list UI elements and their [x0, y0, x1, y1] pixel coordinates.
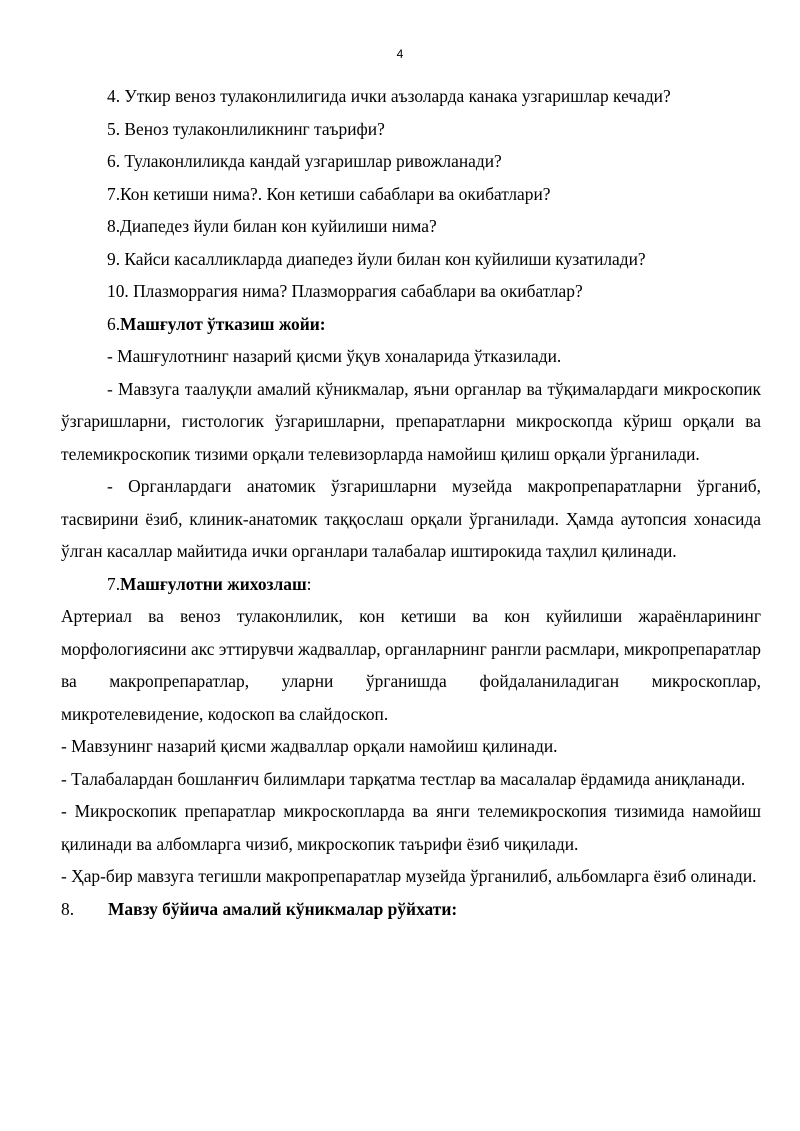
section-7-title: Машғулотни жихозлаш	[120, 573, 307, 594]
section-7-paragraph: Артериал ва веноз тулаконлилик, кон кетиши ва кон куйилиши жараёнларининг морфологиясини акс эттирувчи жадваллар, органларнинг рангли расмлари, микропрепаратлар ва макропрепаратлар, уларни ўрганишда фойдаланиладиган микроскоплар, микротелевидение, кодоскоп ва слайдоскоп.	[61, 606, 761, 724]
page-number: 4	[396, 47, 404, 61]
question-7: 7.Кон кетиши нима?. Кон кетиши сабаблари ва окибатлари?	[107, 183, 551, 204]
question-4: 4. Уткир веноз тулаконлилигида ички аъзоларда канака узгаришлар кечади?	[107, 86, 671, 106]
section-7-number: 7.	[107, 573, 121, 594]
question-5: 5. Веноз тулаконлиликнинг таърифи?	[107, 118, 385, 139]
section-8-title: Мавзу бўйича амалий кўникмалар рўйхати:	[108, 898, 458, 919]
section-6-paragraph: - Машғулотнинг назарий қисми ўқув хоналарида ўтказилади.	[107, 346, 562, 366]
section-7-paragraph: - Ҳар-бир мавзуга тегишли макропрепаратлар музейда ўрганилиб, альбомларга ёзиб олинади.	[61, 866, 757, 886]
section-7-paragraph: - Микроскопик препаратлар микроскопларда ва янги телемикроскопия тизимида намойиш қилинади ва албомларга чизиб, микроскопик таърифи ёзиб чиқилади.	[61, 801, 761, 854]
section-7-paragraph: - Мавзунинг назарий қисми жадваллар орқали намойиш қилинади.	[61, 736, 558, 756]
page-content	[61, 80, 761, 925]
section-8-heading	[61, 893, 761, 926]
section-6-paragraph: - Органлардаги анатомик ўзгаришларни музейда макропрепаратларни ўрганиб, тасвирини ёзиб, клиник-анатомик таққослаш орқали ўрганилади. Ҳамда аутопсия хонасида ўлган касаллар майитида ички органлари талабалар иштирокида таҳлил қилинади.	[61, 476, 761, 561]
section-6-heading	[61, 308, 761, 341]
question-10: 10. Плазморрагия нима? Плазморрагия сабаблари ва окибатлар?	[107, 281, 583, 301]
question-9: 9. Кайси касалликларда диапедез йули билан кон куйилиши кузатилади?	[107, 248, 646, 269]
section-7-paragraph: - Талабалардан бошланғич билимлари тарқатма тестлар ва масалалар ёрдамида аниқланади.	[61, 768, 746, 789]
section-6-paragraph: - Мавзуга таалуқли амалий кўникмалар, яъни органлар ва тўқималардаги микроскопик ўзгаришларни, гистологик ўзгаришларни, препаратларни микроскопда кўриш орқали ва телемикроскопик тизими орқали телевизорларда намойиш қилиш орқали ўрганилади.	[61, 378, 761, 464]
section-7-heading	[61, 568, 761, 601]
section-8-number: 8.	[61, 898, 75, 919]
question-6: 6. Тулаконлиликда кандай узгаришлар ривожланади?	[107, 151, 502, 171]
section-6-number: 6.	[107, 313, 121, 334]
question-8: 8.Диапедез йули билан кон куйилиши нима?	[107, 216, 437, 236]
section-7-colon: :	[306, 573, 312, 594]
section-6-title: Машғулот ўтказиш жойи:	[120, 313, 326, 334]
